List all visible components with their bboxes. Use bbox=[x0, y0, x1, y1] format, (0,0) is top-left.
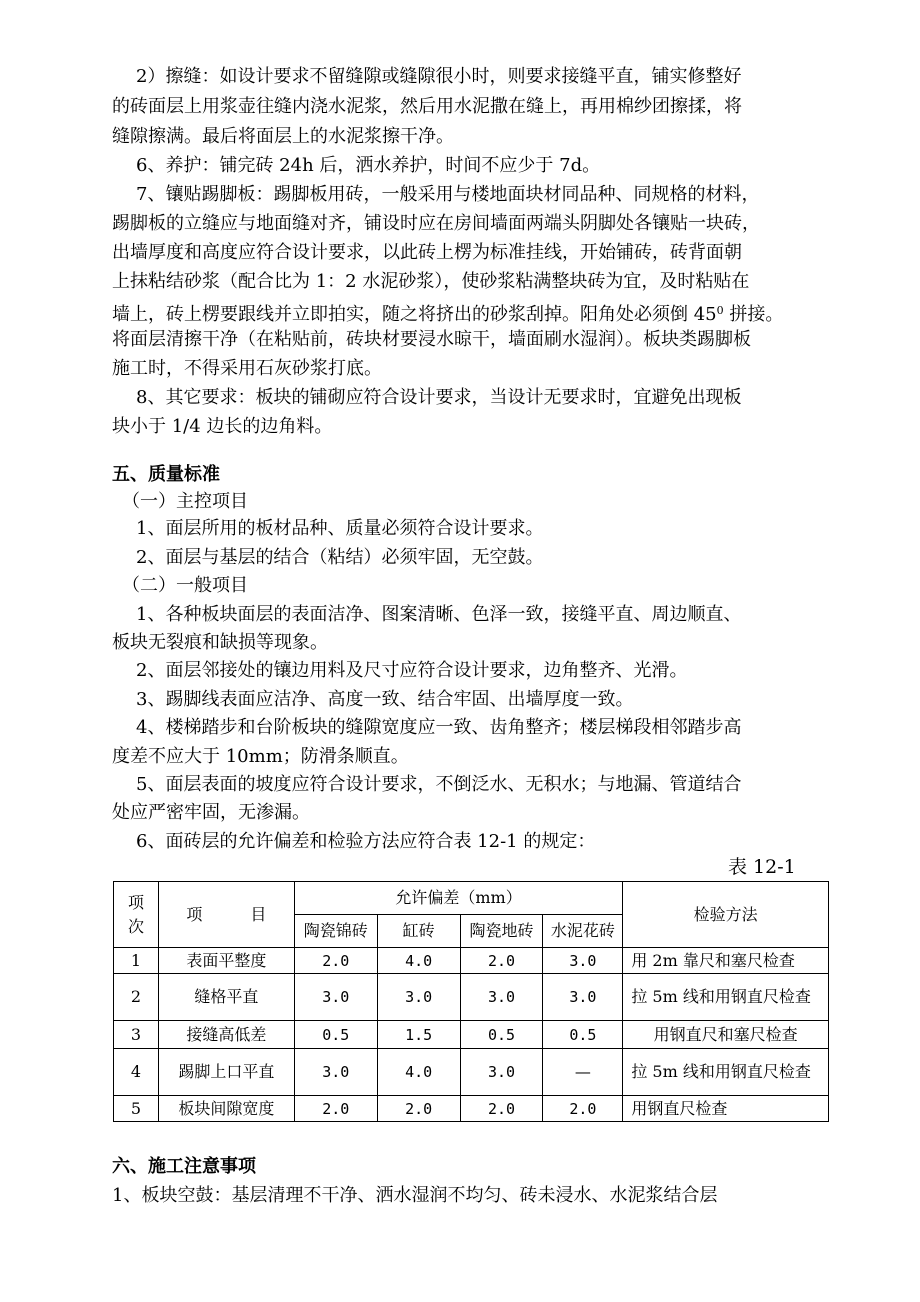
table-row bbox=[114, 1096, 829, 1122]
paragraph-line: 8、其它要求：板块的铺砌应符合设计要求，当设计无要求时，宜避免出现板 bbox=[136, 387, 742, 408]
table-caption: 表 12-1 bbox=[728, 856, 796, 878]
cell-value: 0.5 bbox=[294, 1021, 377, 1049]
cell-value: 2.0 bbox=[377, 1096, 460, 1122]
list-item: 6、面砖层的允许偏差和检验方法应符合表 12-1 的规定： bbox=[136, 831, 596, 852]
cell-value: 3.0 bbox=[294, 1049, 377, 1096]
cell-method: 用钢直尺检查 bbox=[623, 1096, 829, 1122]
list-item: 1、面层所用的板材品种、质量必须符合设计要求。 bbox=[136, 518, 544, 539]
tolerance-table bbox=[113, 881, 829, 1122]
paragraph-line: 6、养护：铺完砖 24h 后，洒水养护，时间不应少于 7d。 bbox=[136, 155, 601, 176]
list-item: 5、面层表面的坡度应符合设计要求，不倒泛水、无积水；与地漏、管道结合 bbox=[136, 774, 742, 795]
cell-no: 1 bbox=[114, 948, 159, 974]
header-col: 陶瓷地砖 bbox=[460, 915, 543, 948]
list-item: 板块无裂痕和缺损等现象。 bbox=[112, 632, 328, 653]
paragraph-line: 上抹粘结砂浆（配合比为 1：2 水泥砂浆），使砂浆粘满整块砖为宜，及时粘贴在 bbox=[112, 271, 750, 292]
cell-value: 3.0 bbox=[543, 948, 623, 974]
cell-value: 4.0 bbox=[377, 948, 460, 974]
cell-value: 3.0 bbox=[294, 974, 377, 1021]
cell-value: 0.5 bbox=[543, 1021, 623, 1049]
paragraph-line: 将面层清擦干净（在粘贴前，砖块材要浸水晾干，墙面刷水湿润）。板块类踢脚板 bbox=[112, 329, 751, 350]
list-item: 处应严密牢固，无渗漏。 bbox=[112, 802, 310, 823]
cell-value: 3.0 bbox=[543, 974, 623, 1021]
cell-value: 0.5 bbox=[460, 1021, 543, 1049]
header-method: 检验方法 bbox=[623, 882, 829, 948]
cell-method: 用 2m 靠尺和塞尺检查 bbox=[623, 948, 829, 974]
section-5-heading: 五、质量标准 bbox=[112, 464, 220, 485]
paragraph-line: 的砖面层上用浆壶往缝内浇水泥浆，然后用水泥撒在缝上，再用棉纱团擦揉，将 bbox=[112, 96, 742, 117]
cell-no: 4 bbox=[114, 1049, 159, 1096]
header-col: 陶瓷锦砖 bbox=[294, 915, 377, 948]
header-item: 项 目 bbox=[158, 882, 294, 948]
degree-superscript: 0 bbox=[716, 304, 724, 317]
paragraph-line: 7、镶贴踢脚板：踢脚板用砖，一般采用与楼地面块材同品种、同规格的材料， bbox=[136, 184, 760, 205]
cell-no: 5 bbox=[114, 1096, 159, 1122]
table-row bbox=[114, 948, 829, 974]
table-row bbox=[114, 974, 829, 1021]
header-col: 水泥花砖 bbox=[543, 915, 623, 948]
header-no bbox=[114, 882, 159, 948]
cell-item: 踢脚上口平直 bbox=[158, 1049, 294, 1096]
cell-item: 缝格平直 bbox=[158, 974, 294, 1021]
cell-value: 3.0 bbox=[460, 1049, 543, 1096]
cell-item: 板块间隙宽度 bbox=[158, 1096, 294, 1122]
paragraph-line: 出墙厚度和高度应符合设计要求，以此砖上楞为标准挂线，开始铺砖，砖背面朝 bbox=[112, 242, 742, 263]
cell-method: 拉 5m 线和用钢直尺检查 bbox=[623, 1049, 829, 1096]
list-item: 1、板块空鼓：基层清理不干净、洒水湿润不均匀、砖未浸水、水泥浆结合层 bbox=[112, 1185, 718, 1206]
cell-no: 2 bbox=[114, 974, 159, 1021]
cell-value: 2.0 bbox=[294, 1096, 377, 1122]
list-item: 度差不应大于 10mm；防滑条顺直。 bbox=[112, 746, 409, 767]
cell-method: 用钢直尺和塞尺检查 bbox=[623, 1021, 829, 1049]
list-item: 3、踢脚线表面应洁净、高度一致、结合牢固、出墙厚度一致。 bbox=[136, 689, 634, 710]
subsection-heading: （二）一般项目 bbox=[122, 575, 248, 596]
subsection-heading: （一）主控项目 bbox=[122, 491, 248, 512]
cell-value: 2.0 bbox=[543, 1096, 623, 1122]
cell-method: 拉 5m 线和用钢直尺检查 bbox=[623, 974, 829, 1021]
table-row bbox=[114, 1049, 829, 1096]
cell-value: — bbox=[543, 1049, 623, 1096]
list-item: 2、面层与基层的结合（粘结）必须牢固，无空鼓。 bbox=[136, 547, 544, 568]
list-item: 4、楼梯踏步和台阶板块的缝隙宽度应一致、齿角整齐；楼层梯段相邻踏步高 bbox=[136, 717, 742, 738]
paragraph-line: 施工时，不得采用石灰砂浆打底。 bbox=[112, 358, 382, 379]
cell-item: 接缝高低差 bbox=[158, 1021, 294, 1049]
paragraph-line: 缝隙擦满。最后将面层上的水泥浆擦干净。 bbox=[112, 126, 454, 147]
paragraph-line: 块小于 1/4 边长的边角料。 bbox=[112, 416, 333, 437]
list-item: 1、各种板块面层的表面洁净、图案清晰、色泽一致，接缝平直、周边顺直、 bbox=[136, 604, 742, 625]
list-item: 2、面层邻接处的镶边用料及尺寸应符合设计要求，边角整齐、光滑。 bbox=[136, 660, 688, 681]
cell-no: 3 bbox=[114, 1021, 159, 1049]
paragraph-line bbox=[112, 296, 857, 326]
table-row bbox=[114, 1021, 829, 1049]
paragraph-line: 踢脚板的立缝应与地面缝对齐，铺设时应在房间墙面两端头阴脚处各镶贴一块砖， bbox=[112, 213, 760, 234]
section-6-heading: 六、施工注意事项 bbox=[112, 1156, 256, 1177]
paragraph-line: 2）擦缝：如设计要求不留缝隙或缝隙很小时，则要求接缝平直，铺实修整好 bbox=[136, 66, 742, 87]
cell-value: 3.0 bbox=[460, 974, 543, 1021]
cell-value: 4.0 bbox=[377, 1049, 460, 1096]
cell-value: 2.0 bbox=[460, 1096, 543, 1122]
header-no-text: 项次 bbox=[127, 892, 144, 936]
cell-value: 3.0 bbox=[377, 974, 460, 1021]
header-col: 缸砖 bbox=[377, 915, 460, 948]
paragraph-text: 墙上，砖上楞要跟线并立即拍实，随之将挤出的砂浆刮掉。阳角处必须倒 45 bbox=[112, 304, 717, 325]
cell-value: 2.0 bbox=[460, 948, 543, 974]
cell-value: 1.5 bbox=[377, 1021, 460, 1049]
header-tolerance: 允许偏差（mm） bbox=[294, 882, 623, 915]
paragraph-text: 拼接。 bbox=[723, 304, 784, 325]
cell-item: 表面平整度 bbox=[158, 948, 294, 974]
cell-value: 2.0 bbox=[294, 948, 377, 974]
table-header-row bbox=[114, 882, 829, 915]
